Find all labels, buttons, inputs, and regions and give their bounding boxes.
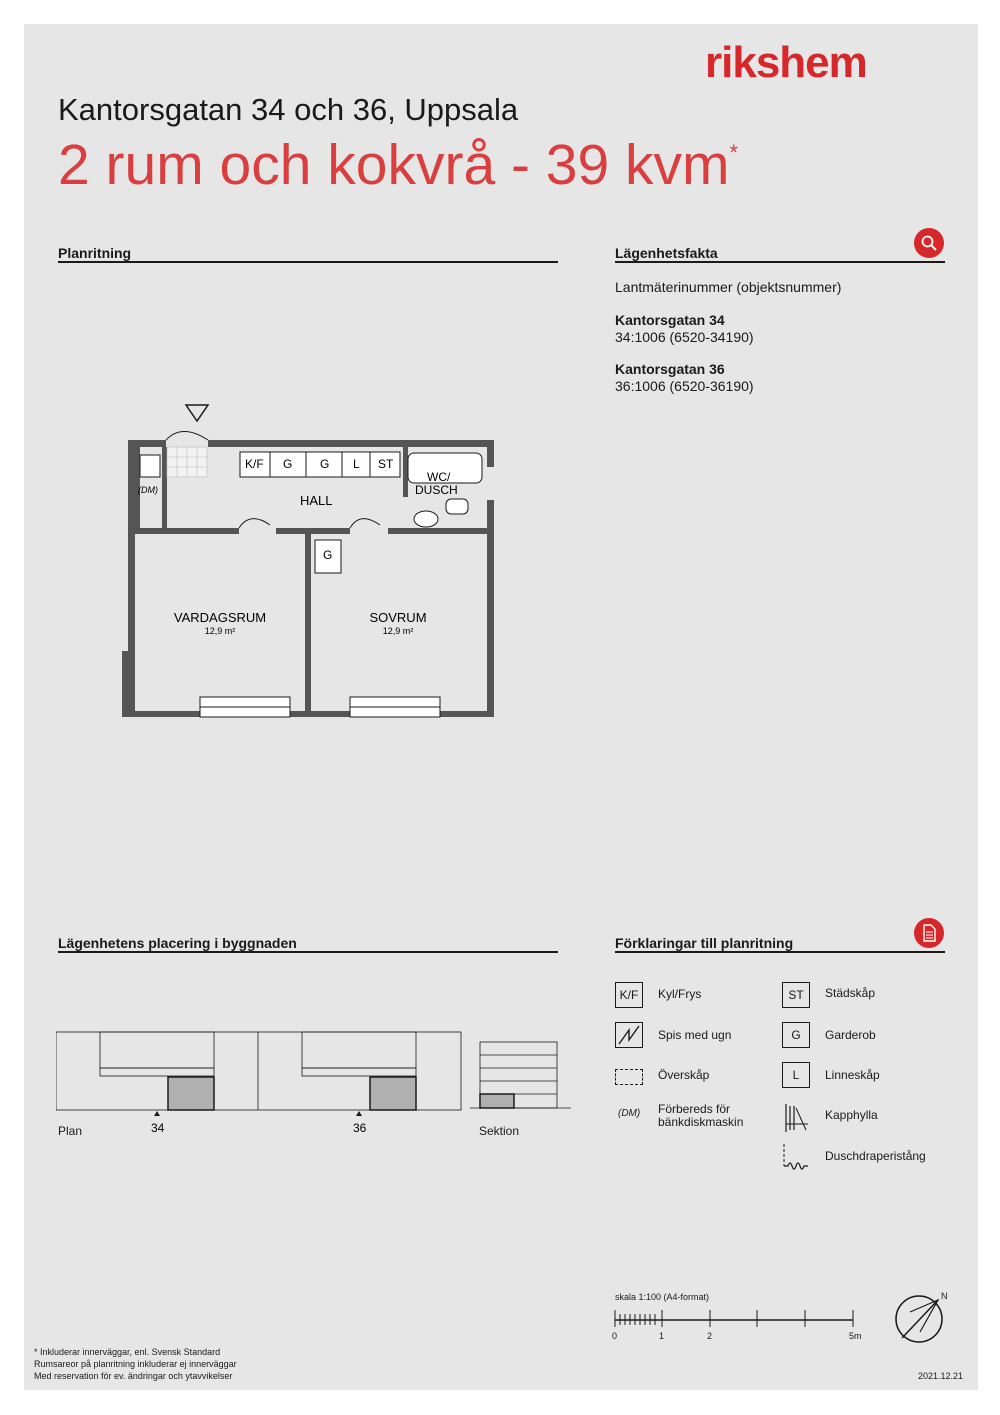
entry-door xyxy=(166,432,208,441)
fact-street: Kantorsgatan 36 xyxy=(615,361,725,377)
search-button[interactable] xyxy=(914,228,944,258)
legend-label: Linneskåp xyxy=(825,1068,880,1082)
facts-rule xyxy=(615,261,945,263)
apartment-highlight xyxy=(168,1077,214,1110)
kf-label: K/F xyxy=(245,457,264,471)
legend-rule xyxy=(615,951,945,953)
placement-title: Lägenhetens placering i byggnaden xyxy=(58,935,297,951)
legend-label: Kapphylla xyxy=(825,1108,878,1122)
g-label: G xyxy=(283,457,293,471)
wall xyxy=(290,711,350,717)
legend-label: Kyl/Frys xyxy=(658,987,702,1001)
address-title: Kantorsgatan 34 och 36, Uppsala xyxy=(58,92,519,127)
entrance-arrow-icon xyxy=(186,405,208,421)
marker-arrow-icon xyxy=(356,1111,362,1116)
apartment-headline: 2 rum och kokvrå - 39 kvm* xyxy=(58,133,739,197)
legend-label: Spis med ugn xyxy=(658,1028,732,1042)
wall xyxy=(122,651,200,717)
legend-label: Städskåp xyxy=(825,986,876,1000)
scale-tick: 1 xyxy=(659,1331,665,1341)
planritning-rule xyxy=(58,261,558,263)
scale-tick: 5m xyxy=(849,1331,862,1341)
toilet xyxy=(446,499,468,514)
g-label: G xyxy=(320,457,330,471)
st-label: ST xyxy=(378,457,394,471)
document-date: 2021.12.21 xyxy=(918,1371,964,1381)
g-label: G xyxy=(323,548,333,562)
washbasin xyxy=(414,511,438,527)
tile-floor xyxy=(167,447,207,477)
wall xyxy=(135,528,239,534)
room-area: 12,9 m² xyxy=(204,626,236,636)
wall xyxy=(388,528,487,534)
footnote-marker: * xyxy=(729,140,739,165)
placement-rule xyxy=(58,951,558,953)
window xyxy=(350,697,440,717)
door xyxy=(350,519,380,528)
st-symbol: ST xyxy=(782,982,810,1008)
kf-symbol: K/F xyxy=(615,982,643,1008)
fact-number: 36:1006 (6520-36190) xyxy=(615,378,754,394)
l-symbol: L xyxy=(782,1062,810,1088)
north-label: N xyxy=(941,1291,948,1301)
room-area: 12,9 m² xyxy=(382,626,414,636)
footnote-3: Med reservation för ev. ändringar och ytavvikelser xyxy=(34,1371,233,1381)
scale-bar xyxy=(612,1305,862,1330)
marker-arrow-icon xyxy=(154,1111,160,1116)
room-name: SOVRUM xyxy=(369,610,427,625)
window xyxy=(200,697,290,717)
legend-label: Duschdraperistång xyxy=(825,1149,926,1163)
wall xyxy=(403,447,408,497)
search-icon xyxy=(920,234,938,252)
floor-plan xyxy=(110,395,510,730)
planritning-title: Planritning xyxy=(58,245,132,261)
wall xyxy=(162,447,167,528)
fact-entry-36 xyxy=(615,361,754,395)
wall xyxy=(305,534,311,711)
scale-tick: 2 xyxy=(707,1331,713,1341)
footnote-1: * Inkluderar innerväggar, enl. Svensk Standard xyxy=(34,1347,221,1357)
rikshem-logo: rikshem xyxy=(705,38,867,87)
scale-tick: 0 xyxy=(612,1331,618,1341)
sektion-label: Sektion xyxy=(479,1124,520,1138)
wc-label: WC/ xyxy=(427,470,451,484)
wall xyxy=(440,711,487,717)
l-label: L xyxy=(353,457,360,471)
marker-36: 36 xyxy=(353,1121,367,1135)
fact-number: 34:1006 (6520-34190) xyxy=(615,329,754,345)
sink xyxy=(140,455,160,477)
dusch-label: DUSCH xyxy=(415,483,458,497)
marker-34: 34 xyxy=(151,1121,165,1135)
scale-label: skala 1:100 (A4-format) xyxy=(615,1292,710,1302)
legend-title: Förklaringar till planritning xyxy=(615,935,794,951)
facts-title: Lägenhetsfakta xyxy=(615,245,718,261)
facts-subtitle: Lantmäterinummer (objektsnummer) xyxy=(615,279,842,295)
dm-label: (DM) xyxy=(138,485,158,495)
document-button[interactable] xyxy=(914,918,944,948)
coat-shelf-icon xyxy=(782,1102,812,1134)
hall-label: HALL xyxy=(300,493,333,508)
shower-rail-icon xyxy=(782,1142,812,1172)
stove-symbol-icon xyxy=(615,1022,643,1048)
fact-street: Kantorsgatan 34 xyxy=(615,312,725,328)
wall xyxy=(276,528,350,534)
plan-label: Plan xyxy=(58,1124,83,1138)
footnote-2: Rumsareor på planritning inkluderar ej innerväggar xyxy=(34,1359,237,1369)
legend-label: Garderob xyxy=(825,1028,876,1042)
dm-symbol: (DM) xyxy=(618,1108,641,1119)
g-symbol: G xyxy=(782,1022,810,1048)
legend-label: Förbereds för bänkdiskmaskin xyxy=(658,1102,744,1129)
room-name: VARDAGSRUM xyxy=(173,610,267,625)
document-icon xyxy=(921,924,937,942)
overhead-cabinet-symbol xyxy=(615,1069,643,1085)
door xyxy=(239,519,270,528)
section-highlight xyxy=(480,1094,514,1108)
wall xyxy=(487,500,494,717)
fact-entry-34 xyxy=(615,312,754,346)
apartment-highlight xyxy=(370,1077,416,1110)
legend-label: Överskåp xyxy=(658,1068,710,1082)
